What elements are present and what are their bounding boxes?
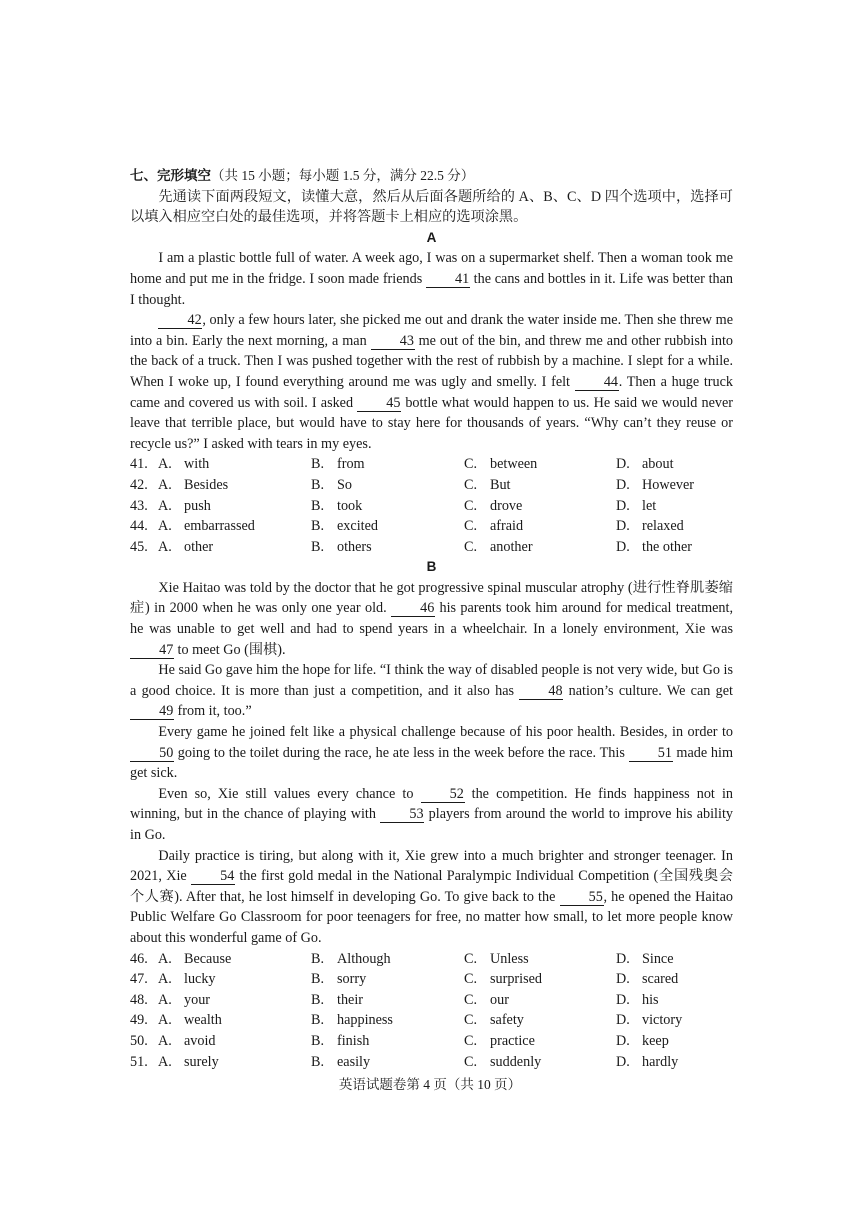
section-title: 七、完形填空 — [130, 168, 211, 184]
option-b — [311, 1010, 464, 1031]
blank-41: 41 — [426, 272, 470, 288]
option-text: took — [337, 497, 363, 514]
option-letter: A. — [158, 476, 172, 493]
option-letter: D. — [616, 476, 630, 493]
option-text: scared — [642, 971, 679, 988]
option-text: surprised — [490, 971, 543, 988]
option-b — [311, 990, 464, 1011]
option-b — [311, 516, 464, 537]
option-letter: B. — [311, 950, 325, 967]
option-text: easily — [337, 1053, 371, 1070]
option-c — [464, 990, 616, 1011]
option-letter: B. — [311, 971, 325, 988]
option-d — [616, 949, 733, 970]
option-b — [311, 949, 464, 970]
passage-text: . Then a huge truck came and covered us with soil. I asked — [130, 373, 734, 411]
option-text: between — [490, 456, 538, 473]
passage-b-paragraph — [130, 578, 733, 660]
option-row — [130, 475, 733, 496]
option-d — [616, 1052, 733, 1073]
option-text: Unless — [490, 950, 529, 967]
option-b — [311, 1031, 464, 1052]
option-d — [616, 1031, 733, 1052]
option-letter: A. — [158, 971, 172, 988]
option-text: practice — [490, 1032, 535, 1049]
option-letter: C. — [464, 991, 478, 1008]
option-c — [464, 496, 616, 517]
option-text: with — [184, 456, 210, 473]
blank-54: 54 — [191, 869, 235, 885]
option-letter: A. — [158, 1012, 172, 1029]
passage-a-paragraph — [130, 310, 733, 454]
option-row — [130, 1031, 733, 1052]
option-c — [464, 475, 616, 496]
passage-text: his parents took him around for medical treatment, he was unable to get well and had to spend years in a wheelchair. In a lonely environment, Xie was — [130, 600, 733, 638]
option-letter: B. — [311, 1053, 325, 1070]
option-a — [130, 969, 311, 990]
option-c — [464, 1052, 616, 1073]
option-text: hardly — [642, 1053, 679, 1070]
option-letter: B. — [311, 497, 325, 514]
option-letter: C. — [464, 497, 478, 514]
option-text: Because — [184, 950, 232, 967]
passage-text: made him get sick. — [130, 744, 733, 782]
option-text: push — [184, 497, 211, 514]
option-row — [130, 1010, 733, 1031]
option-letter: A. — [158, 991, 172, 1008]
section-heading — [130, 166, 733, 187]
option-text: surely — [184, 1053, 219, 1070]
option-letter: D. — [616, 991, 630, 1008]
option-a — [130, 454, 311, 475]
blank-50: 50 — [130, 746, 174, 762]
option-text: Although — [337, 950, 391, 967]
passage-text: Xie Haitao was told by the doctor that he got progressive spinal muscular atrophy (进行性脊肌萎缩症) in 2000 when he was only one year old. — [130, 579, 733, 617]
section-requirements: （共 15 小题；每小题 1.5 分，满分 22.5 分） — [211, 168, 475, 183]
option-letter: D. — [616, 456, 630, 473]
option-letter: B. — [311, 1012, 325, 1029]
option-letter: C. — [464, 1012, 478, 1029]
passage-text: Even so, Xie still values every chance to — [158, 785, 421, 802]
passage-text: from it, too.” — [174, 703, 252, 720]
blank-43: 43 — [371, 334, 415, 350]
blank-55: 55 — [560, 890, 604, 906]
option-row — [130, 496, 733, 517]
option-c — [464, 1031, 616, 1052]
passage-b-paragraph — [130, 784, 733, 846]
options-a — [130, 454, 733, 557]
page-footer: 英语试题卷第 4 页（共 10 页） — [338, 1077, 522, 1092]
option-text: avoid — [184, 1032, 216, 1049]
option-a — [130, 990, 311, 1011]
option-b — [311, 1052, 464, 1073]
option-letter: C. — [464, 1032, 478, 1049]
option-letter: D. — [616, 1012, 630, 1029]
option-letter: C. — [464, 456, 478, 473]
exam-page — [130, 166, 733, 1072]
question-number: 44. — [130, 518, 148, 535]
option-letter: C. — [464, 971, 478, 988]
option-d — [616, 475, 733, 496]
option-a — [130, 537, 311, 558]
passage-text: players from around the world to improve his ability in Go. — [130, 806, 733, 843]
passage-text: He said Go gave him the hope for life. “I think the way of disabled people is not very wide, but Go is a good choice. It is more than just a competition, and it also has — [130, 662, 733, 699]
blank-53: 53 — [380, 807, 424, 823]
option-text: However — [642, 476, 694, 493]
question-number: 47. — [130, 971, 148, 988]
passage-text: Daily practice is tiring, but along with it, Xie grew into a much brighter and stronger teenager. In 2021, Xie — [130, 847, 733, 885]
option-a — [130, 949, 311, 970]
option-text: But — [490, 476, 511, 493]
blank-47: 47 — [130, 643, 174, 659]
option-text: our — [490, 991, 509, 1008]
option-d — [616, 516, 733, 537]
option-row — [130, 969, 733, 990]
passage-text: me out of the bin, and threw me and other rubbish into the back of a truck. Then I was pushed together with the rest of rubbish by a machine. I slept for a while. When I woke up, I found everything around me was ugly and smelly. I felt — [130, 332, 733, 390]
passage-b-paragraph — [130, 722, 733, 784]
option-text: about — [642, 456, 674, 473]
option-d — [616, 454, 733, 475]
option-row — [130, 1052, 733, 1073]
option-letter: A. — [158, 497, 172, 514]
blank-48: 48 — [519, 684, 563, 700]
option-text: his — [642, 991, 659, 1008]
blank-52: 52 — [421, 787, 465, 803]
option-text: afraid — [490, 518, 524, 535]
question-number: 49. — [130, 1012, 148, 1029]
passage-b-paragraph — [130, 846, 733, 949]
option-letter: C. — [464, 1053, 478, 1070]
option-letter: B. — [311, 538, 325, 555]
option-d — [616, 1010, 733, 1031]
option-letter: B. — [311, 518, 325, 535]
option-text: keep — [642, 1032, 669, 1049]
option-a — [130, 475, 311, 496]
option-text: finish — [337, 1032, 370, 1049]
option-letter: D. — [616, 1053, 630, 1070]
option-letter: D. — [616, 1032, 630, 1049]
blank-49: 49 — [130, 704, 174, 720]
question-number: 41. — [130, 456, 148, 473]
option-text: wealth — [184, 1012, 222, 1029]
option-c — [464, 969, 616, 990]
option-letter: A. — [158, 950, 172, 967]
passage-text: nation’s culture. We can get — [563, 682, 733, 699]
option-d — [616, 969, 733, 990]
option-row — [130, 537, 733, 558]
option-a — [130, 1010, 311, 1031]
option-b — [311, 496, 464, 517]
option-text: the other — [642, 538, 693, 555]
option-letter: A. — [158, 1032, 172, 1049]
option-c — [464, 1010, 616, 1031]
option-text: suddenly — [490, 1053, 542, 1070]
option-d — [616, 496, 733, 517]
option-row — [130, 516, 733, 537]
option-letter: C. — [464, 538, 478, 555]
blank-45: 45 — [357, 396, 401, 412]
option-a — [130, 496, 311, 517]
passage-text: the cans and bottles in it. Life was better than I thought. — [130, 270, 733, 308]
option-text: safety — [490, 1012, 524, 1029]
option-text: Besides — [184, 476, 229, 493]
passage-text: Every game he joined felt like a physical challenge because of his poor health. Besides, in order to — [158, 724, 733, 741]
option-letter: D. — [616, 950, 630, 967]
blank-51: 51 — [629, 746, 673, 762]
option-letter: A. — [158, 518, 172, 535]
option-text: happiness — [337, 1012, 393, 1029]
option-letter: C. — [464, 518, 478, 535]
option-text: lucky — [184, 971, 216, 988]
section-instruction: 先通读下面两段短文，读懂大意，然后从后面各题所给的 A、B、C、D 四个选项中，选择可以填入相应空白处的最佳选项，并将答题卡上相应的选项涂黑。 — [130, 188, 733, 226]
option-text: victory — [642, 1012, 683, 1029]
option-text: excited — [337, 518, 378, 535]
question-number: 51. — [130, 1053, 148, 1070]
passage-text: I am a plastic bottle full of water. A week ago, I was on a supermarket shelf. Then a woman took me home and put me in the fridge. I soon made friends — [130, 250, 733, 287]
option-letter: A. — [158, 456, 172, 473]
options-b — [130, 949, 733, 1073]
option-letter: D. — [616, 518, 630, 535]
blank-46: 46 — [391, 601, 435, 617]
option-c — [464, 516, 616, 537]
option-b — [311, 454, 464, 475]
option-text: your — [184, 991, 211, 1008]
option-letter: D. — [616, 538, 630, 555]
option-text: other — [184, 538, 214, 555]
option-text: let — [642, 497, 657, 514]
option-letter: A. — [158, 538, 172, 555]
option-b — [311, 475, 464, 496]
option-letter: B. — [311, 476, 325, 493]
option-text: from — [337, 456, 365, 473]
blank-44: 44 — [575, 375, 619, 391]
option-letter: C. — [464, 950, 478, 967]
option-letter: B. — [311, 456, 325, 473]
option-c — [464, 537, 616, 558]
option-text: their — [337, 991, 363, 1008]
option-a — [130, 1031, 311, 1052]
passage-text: going to the toilet during the race, he ate less in the week before the race. This — [174, 744, 629, 761]
passage-a-label: A — [426, 229, 437, 245]
option-text: embarrassed — [184, 518, 255, 535]
option-text: sorry — [337, 971, 367, 988]
option-b — [311, 537, 464, 558]
passage-b-paragraph — [130, 660, 733, 722]
option-c — [464, 454, 616, 475]
passage-text: bottle what would happen to us. He said we would never leave that terrible place, but would have to stay here for thousands of years. “Why can’t they reuse or recycle us?” I asked with tears in my eyes. — [130, 394, 733, 452]
question-number: 48. — [130, 991, 148, 1008]
question-number: 42. — [130, 476, 148, 493]
option-a — [130, 1052, 311, 1073]
option-row — [130, 949, 733, 970]
option-a — [130, 516, 311, 537]
option-letter: B. — [311, 1032, 325, 1049]
passage-text: to meet Go (围棋). — [174, 641, 286, 658]
question-number: 43. — [130, 497, 148, 514]
option-text: another — [490, 538, 533, 555]
option-text: relaxed — [642, 518, 684, 535]
option-letter: C. — [464, 476, 478, 493]
option-letter: D. — [616, 497, 630, 514]
option-c — [464, 949, 616, 970]
option-text: Since — [642, 950, 674, 967]
passage-a-paragraph — [130, 248, 733, 310]
question-number: 50. — [130, 1032, 148, 1049]
option-letter: B. — [311, 991, 325, 1008]
passage-text: the first gold medal in the National Paralympic Individual Competition (全国残奥会个人赛). After that, he lost himself in developing Go. To give back to the — [130, 868, 733, 905]
option-b — [311, 969, 464, 990]
option-text: others — [337, 538, 372, 555]
option-letter: D. — [616, 971, 630, 988]
passage-text: , only a few hours later, she picked me out and drank the water inside me. Then she threw me into a bin. Early the next morning, a man — [130, 312, 733, 349]
option-d — [616, 537, 733, 558]
question-number: 46. — [130, 950, 148, 967]
question-number: 45. — [130, 538, 148, 555]
blank-42: 42 — [158, 313, 202, 329]
passage-b-label: B — [426, 559, 437, 575]
option-d — [616, 990, 733, 1011]
option-letter: A. — [158, 1053, 172, 1070]
option-row — [130, 990, 733, 1011]
passage-text: , he opened the Haitao Public Welfare Go Classroom for poor teenagers for free, no matter how small, to let more people know about this wonderful game of Go. — [130, 888, 733, 946]
option-text: drove — [490, 497, 523, 514]
option-text: So — [337, 476, 352, 493]
option-row — [130, 454, 733, 475]
passage-text: the competition. He finds happiness not in winning, but in the chance of playing with — [130, 785, 733, 823]
